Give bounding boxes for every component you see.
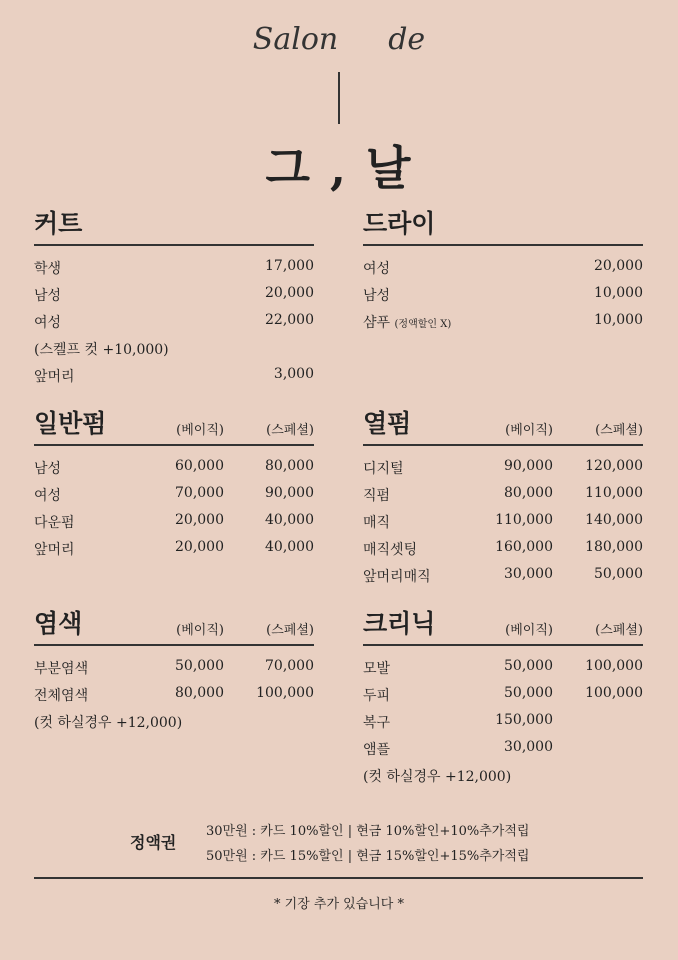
price-subnote: (정액할인 X) [394, 319, 452, 330]
price-row: 남성 10,000 [363, 285, 643, 304]
price-row: 남성 60,000 80,000 [34, 458, 314, 477]
price-row: 학생 17,000 [34, 258, 314, 277]
section-color [34, 610, 314, 739]
column-header-basic: (베이직) [505, 623, 553, 638]
column-header-special: (스페셜) [595, 623, 643, 638]
price-row: 매직셋팅 160,000 180,000 [363, 539, 643, 558]
section-heat-perm [363, 410, 643, 593]
section-title: 커트 [34, 209, 83, 238]
price-row: 남성 20,000 [34, 285, 314, 304]
section-cut [34, 210, 314, 393]
coupon-title: 정액권 [130, 833, 177, 852]
price-note: (컷 하실경우 +12,000) [34, 715, 183, 731]
coupon-line: 30만원 : 카드 10%할인 | 현금 10%할인+10%추가적립 [206, 824, 530, 839]
column-header-basic: (베이직) [176, 623, 224, 638]
price-row: 앞머리매직 30,000 50,000 [363, 566, 643, 585]
bottom-divider [34, 877, 643, 879]
menu-header [0, 0, 678, 200]
price-row: 다운펌 20,000 40,000 [34, 512, 314, 531]
section-perm [34, 410, 314, 566]
price-note: (스켈프 컷 +10,000) [34, 342, 169, 358]
section-header [363, 210, 643, 246]
price-note: (컷 하실경우 +12,000) [363, 769, 512, 785]
section-clinic [363, 610, 643, 793]
section-header [34, 610, 314, 646]
price-row: 앰플 30,000 [363, 739, 553, 758]
column-header-special: (스페셜) [595, 423, 643, 438]
section-header [363, 410, 643, 446]
section-header [363, 610, 643, 646]
price-row: 앞머리 20,000 40,000 [34, 539, 314, 558]
coupon-line: 50만원 : 카드 15%할인 | 현금 15%할인+15%추가적립 [206, 849, 530, 864]
section-dry [363, 210, 643, 339]
section-title: 열펌 [363, 409, 412, 438]
section-title: 일반펌 [34, 409, 107, 438]
section-header [34, 210, 314, 246]
section-title: 크리닉 [363, 609, 436, 638]
vertical-divider [338, 72, 340, 124]
brand-name: 그 , 날 [265, 141, 413, 195]
price-row: 복구 150,000 [363, 712, 553, 731]
price-row: 샴푸 (정액할인 X) 10,000 [363, 312, 643, 331]
price-row: 부분염색 50,000 70,000 [34, 658, 314, 677]
price-row: 두피 50,000 100,000 [363, 685, 643, 704]
column-header-special: (스페셜) [266, 423, 314, 438]
price-row: 매직 110,000 140,000 [363, 512, 643, 531]
price-row: 디지털 90,000 120,000 [363, 458, 643, 477]
price-row: 직펌 80,000 110,000 [363, 485, 643, 504]
price-row: 모발 50,000 100,000 [363, 658, 643, 677]
section-title: 드라이 [363, 209, 436, 238]
column-header-basic: (베이직) [176, 423, 224, 438]
price-row: 여성 20,000 [363, 258, 643, 277]
section-header [34, 410, 314, 446]
price-row: 앞머리 3,000 [34, 366, 314, 385]
script-title: Salon de [252, 22, 426, 57]
column-header-basic: (베이직) [505, 423, 553, 438]
price-row: 여성 70,000 90,000 [34, 485, 314, 504]
price-row: 전체염색 80,000 100,000 [34, 685, 314, 704]
section-title: 염색 [34, 609, 83, 638]
coupon-block [0, 818, 678, 868]
price-row: 여성 22,000 [34, 312, 314, 331]
footer-note: * 기장 추가 있습니다 * [274, 897, 404, 912]
column-header-special: (스페셜) [266, 623, 314, 638]
